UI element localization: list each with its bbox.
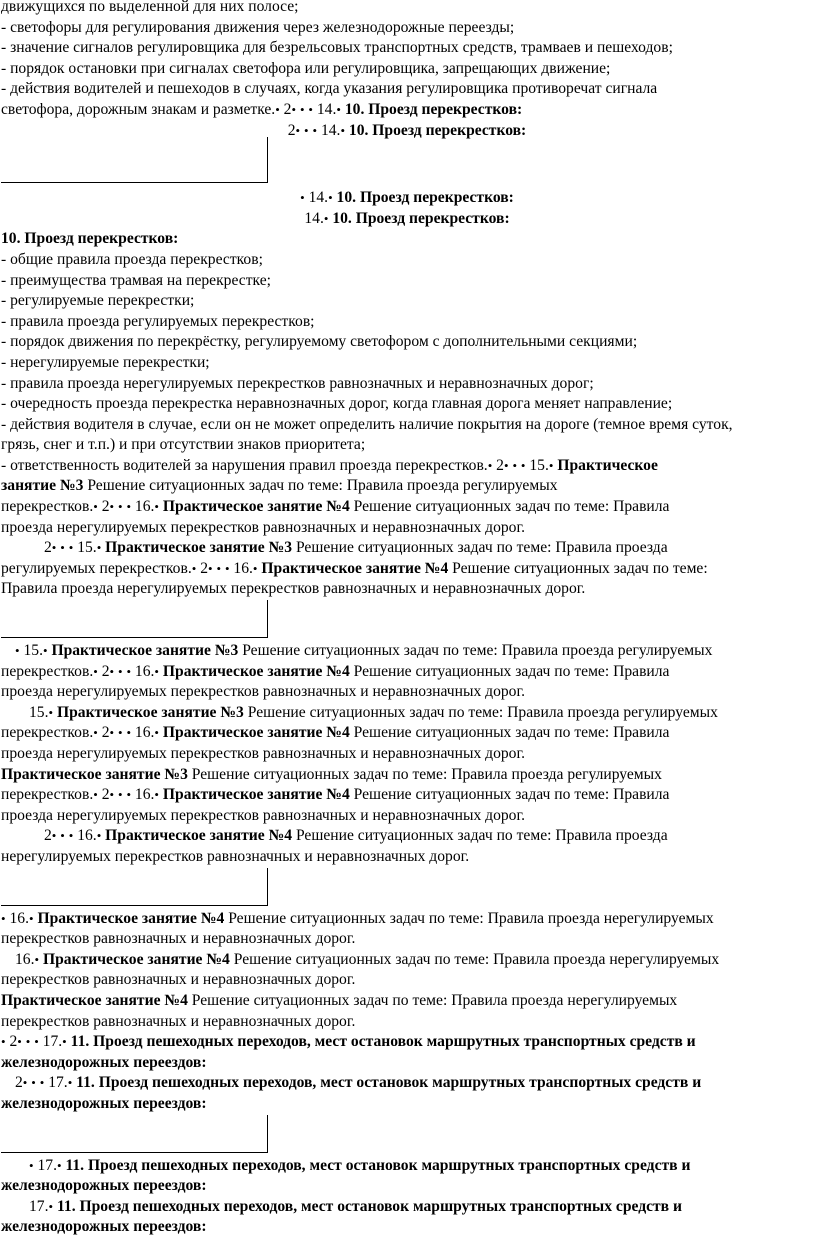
text-line: перекрестков.• 2• • • 16.• Практическое занятие №4 Решение ситуационных задач по теме: Правила — [1, 662, 670, 680]
section-heading: железнодорожных переездов: — [1, 1094, 207, 1112]
list-item: - порядок движения по перекрёстку, регулируемому светофором с дополнительными секциями; — [1, 333, 638, 351]
text-line: нерегулируемых перекрестков равнозначных и неравнозначных дорог. — [1, 847, 470, 865]
text-line: проезда нерегулируемых перекрестков равнозначных и неравнозначных дорог. — [1, 518, 526, 536]
section-heading: 17.• 11. Проезд пешеходных переходов, мест остановок маршрутных транспортных средств и — [29, 1197, 682, 1215]
text-line: • 15.• Практическое занятие №3 Решение ситуационных задач по теме: Правила проезда регулируемых — [15, 642, 713, 660]
text-line: регулируемых перекрестков.• 2• • • 16.• Практическое занятие №4 Решение ситуационных задач по теме: — [1, 559, 708, 577]
text-line: 2• • • 15.• Практическое занятие №3 Решение ситуационных задач по теме: Правила проезда — [44, 539, 668, 557]
section-heading: 2• • • 17.• 11. Проезд пешеходных переходов, мест остановок маршрутных транспортных средств и — [15, 1074, 702, 1092]
text-line: 14.• 10. Проезд перекрестков: — [304, 209, 510, 227]
list-item: - общие правила проезда перекрестков; — [1, 250, 263, 268]
table-cell-frame — [1, 141, 813, 188]
text-line: перекрестков.• 2• • • 16.• Практическое занятие №4 Решение ситуационных задач по теме: Правила — [1, 786, 670, 804]
text-line: 2• • • 16.• Практическое занятие №4 Решение ситуационных задач по теме: Правила проезда — [44, 827, 668, 845]
table-cell-frame — [1, 868, 813, 909]
text-line: Практическое занятие №4 Решение ситуационных задач по теме: Правила проезда нерегулируемых — [1, 991, 678, 1009]
list-item: - регулируемые перекрестки; — [1, 292, 195, 310]
text-line: проезда нерегулируемых перекрестков равнозначных и неравнозначных дорог. — [1, 683, 526, 701]
text-line: 15.• Практическое занятие №3 Решение ситуационных задач по теме: Правила проезда регулируемых — [29, 703, 718, 721]
text-line: 16.• Практическое занятие №4 Решение ситуационных задач по теме: Правила проезда нерегулируемых — [15, 950, 720, 968]
text-line: • 16.• Практическое занятие №4 Решение ситуационных задач по теме: Правила проезда нерегулируемых — [1, 909, 714, 927]
text-line: перекрестков.• 2• • • 16.• Практическое занятие №4 Решение ситуационных задач по теме: Правила — [1, 724, 670, 742]
table-cell-frame — [1, 1115, 813, 1156]
list-item: - правила проезда нерегулируемых перекрестков равнозначных и неравнозначных дорог; — [1, 374, 594, 392]
table-cell-frame — [1, 600, 813, 641]
text-line: занятие №3 Решение ситуационных задач по теме: Правила проезда регулируемых — [1, 477, 558, 495]
list-item: - действия водителей и пешеходов в случаях, когда указания регулировщика противоречат сигнала — [1, 80, 658, 98]
text-line: 2• • • 14.• 10. Проезд перекрестков: — [287, 121, 527, 139]
text-line: проезда нерегулируемых перекрестков равнозначных и неравнозначных дорог. — [1, 806, 526, 824]
text-line: проезда нерегулируемых перекрестков равнозначных и неравнозначных дорог. — [1, 745, 526, 762]
text-line: Практическое занятие №3 Решение ситуационных задач по теме: Правила проезда регулируемых — [1, 765, 662, 783]
list-item: - светофоры для регулирования движения через железнодорожные переезды; — [1, 18, 515, 36]
list-item: - преимущества трамвая на перекрестке; — [1, 271, 271, 289]
list-item: - нерегулируемые перекрестки; — [1, 353, 210, 371]
list-item: - порядок остановки при сигналах светофора или регулировщика, запрещающих движение; — [1, 59, 611, 77]
section-heading: железнодорожных переездов: — [1, 1053, 207, 1071]
list-item: - значение сигналов регулировщика для безрельсовых транспортных средств, трамваев и пешеходов; — [1, 39, 673, 57]
document-page — [1, 0, 813, 1238]
section-heading: 10. Проезд перекрестков: — [1, 230, 179, 248]
text-line: светофора, дорожным знакам и разметке.• 2• • • 14.• 10. Проезд перекрестков: — [1, 100, 523, 118]
list-item: - ответственность водителей за нарушения правил проезда перекрестков.• 2• • • 15.• Практическое — [1, 456, 658, 474]
text-line: • 14.• 10. Проезд перекрестков: — [300, 189, 514, 207]
list-item: - правила проезда регулируемых перекрестков; — [1, 312, 315, 330]
text-line: Правила проезда нерегулируемых перекрестков равнозначных и неравнозначных дорог. — [1, 580, 586, 598]
text-line: движущихся по выделенной для них полосе; — [1, 0, 299, 15]
text-line: перекрестков равнозначных и неравнозначных дорог. — [1, 930, 356, 948]
section-heading: • 17.• 11. Проезд пешеходных переходов, мест остановок маршрутных транспортных средств и — [29, 1156, 691, 1174]
section-heading: железнодорожных переездов: — [1, 1218, 207, 1236]
section-heading: 10. Проезд перекрестков: — [344, 100, 523, 118]
text-line: перекрестков равнозначных и неравнозначных дорог. — [1, 971, 356, 989]
text-line: перекрестков.• 2• • • 16.• Практическое занятие №4 Решение ситуационных задач по теме: Правила — [1, 498, 670, 516]
text-line: перекрестков равнозначных и неравнозначных дорог. — [1, 1012, 356, 1030]
section-heading: железнодорожных переездов: — [1, 1177, 207, 1195]
text-line: грязь, снег и т.п.) и при отсутствии знаков приоритета; — [1, 436, 366, 454]
list-item: - очередность проезда перекрестка неравнозначных дорог, когда главная дорога меняет направление; — [1, 395, 673, 413]
section-heading: • 2• • • 17.• 11. Проезд пешеходных переходов, мест остановок маршрутных транспортных средств и — [1, 1033, 696, 1051]
list-item: - действия водителя в случае, если он не может определить наличие покрытия на дороге (темное время суток, — [1, 415, 733, 433]
